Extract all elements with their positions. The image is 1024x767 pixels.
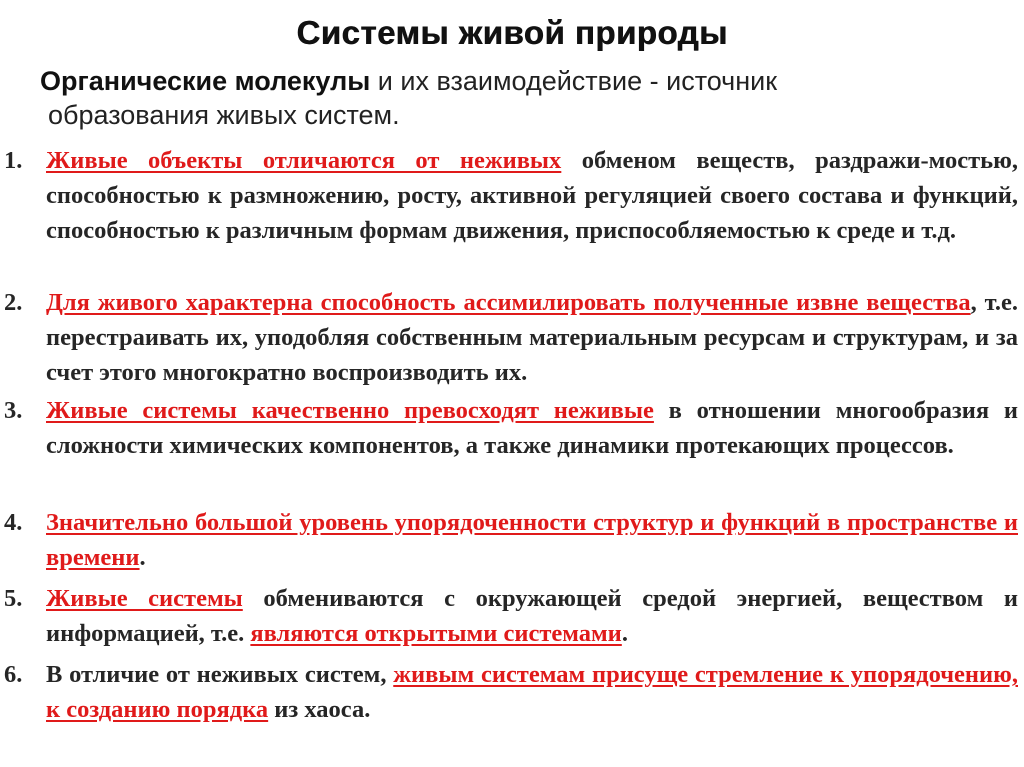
item-number: 4. (4, 509, 23, 536)
item-text: обмениваются с окружающей средой энергией, веществом и информацией, т.е. (46, 585, 1018, 647)
slide-subtitle (40, 64, 1010, 132)
item-body (46, 581, 1018, 651)
item-body (46, 393, 1018, 463)
item-text: . (139, 544, 146, 571)
item-number: 1. (4, 147, 23, 174)
list-item-5 (4, 581, 1018, 651)
list-item-4 (4, 505, 1018, 575)
item-number: 3. (4, 397, 23, 424)
item-highlight: Для живого характерна способность ассимилировать полученные извне вещества (46, 289, 971, 316)
subtitle-bold: Органические молекулы (40, 66, 371, 96)
item-highlight: Значительно большой уровень упорядоченности структур и функций в пространстве и времени (46, 509, 1018, 571)
item-number: 5. (4, 585, 23, 612)
item-text-2: из хаоса. (268, 696, 371, 723)
item-text: в отношении многообразия и сложности химических компонентов, а также динамики протекающих процессов. (46, 397, 1018, 459)
item-highlight: Живые объекты отличаются от неживых (46, 147, 562, 174)
item-body (46, 143, 1018, 248)
item-number: 2. (4, 289, 23, 316)
list-item-1 (4, 143, 1018, 248)
list-item-6 (4, 657, 1018, 727)
item-number: 6. (4, 661, 23, 688)
item-body (46, 657, 1018, 727)
item-text: обменом веществ, раздражи-мостью, способностью к размножению, росту, активной регуляцией своего состава и функций, способностью к различным формам движения, приспособляемостью к среде и т.д. (46, 147, 1018, 244)
item-highlight-2: являются открытыми системами (250, 620, 622, 647)
item-text-2: . (621, 620, 628, 647)
item-body (46, 505, 1018, 575)
slide-title: Системы живой природы (296, 14, 728, 51)
list-item-2 (4, 285, 1018, 390)
item-highlight: Живые системы (46, 585, 243, 612)
subtitle-rest: и их взаимодействие - источник (370, 66, 778, 96)
item-body (46, 285, 1018, 390)
subtitle-line2: образования живых систем. (48, 100, 400, 130)
item-text: , т.е. перестраивать их, уподобляя собственным материальным ресурсам и структурам, и за счет этого многократно воспроизводить их. (46, 289, 1018, 386)
item-text: В отличие от неживых систем, (46, 661, 394, 688)
item-highlight: Живые системы качественно превосходят неживые (46, 397, 654, 424)
item-highlight: живым системам присуще стремление к упорядочению, к созданию порядка (46, 661, 1018, 723)
list-item-3 (4, 393, 1018, 463)
